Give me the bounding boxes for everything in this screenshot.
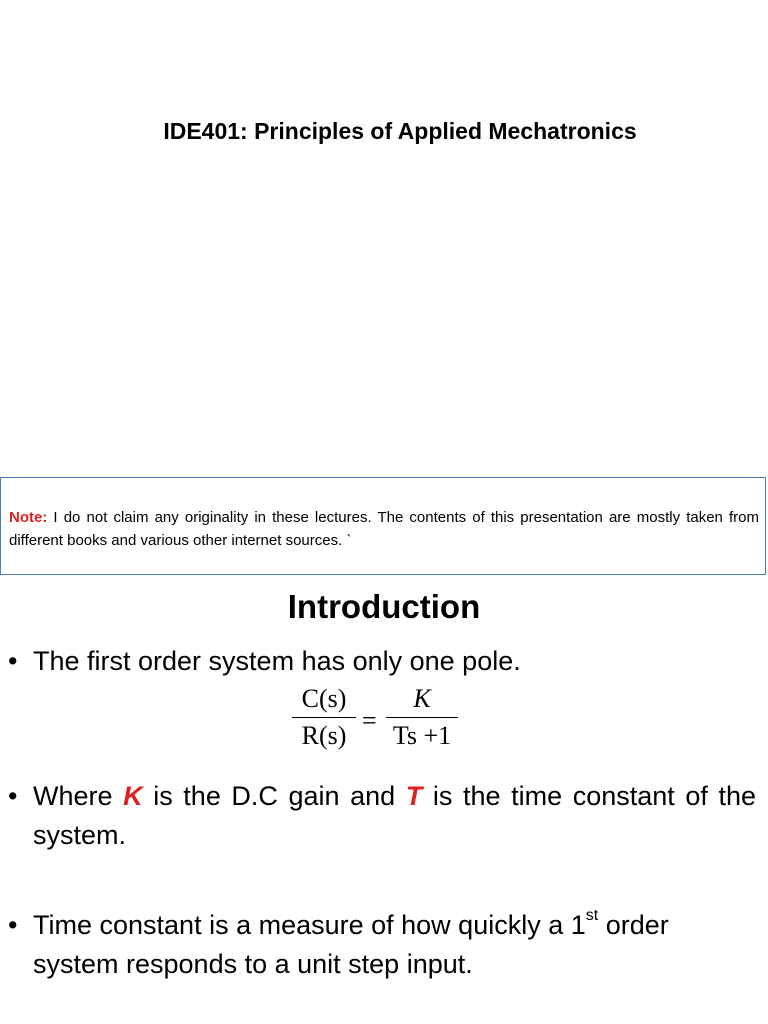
bullet-text [33,777,756,855]
lhs-numerator: C(s) [301,684,347,713]
transfer-function-equation [292,684,472,764]
note-text: I do not claim any originality in these lectures. The contents of this presentation are mostly taken from different books and various other internet sources. ` [9,509,759,549]
bullet-text-part: is the time constant of the system. [33,781,756,850]
rhs-fraction [386,684,458,751]
section-title: Introduction [287,588,481,625]
bullet-dot-icon: • [8,910,18,940]
bullet-text-part: Time constant is a measure of how quickly a 1 [33,910,586,940]
keyword-k: K [123,781,143,811]
superscript-st: st [585,907,599,924]
lhs-fraction [292,684,356,751]
note-box [0,477,766,575]
lhs-fraction-bar [292,717,356,718]
lhs-denominator: R(s) [301,721,347,750]
course-title: IDE401: Principles of Applied Mechatronics [163,118,637,144]
bullet-text-part: is the D.C gain and [142,781,406,811]
equals-sign: = [362,706,377,735]
bullet-first-order-pole [8,642,756,681]
note-label: Note: [9,509,48,526]
rhs-denominator: Ts +1 [392,721,452,750]
bullet-gain-time-constant [8,777,756,855]
bullet-text-part: Where [33,781,124,811]
rhs-numerator: K [413,684,431,713]
bullet-text-part: order system responds to a unit step input. [33,910,669,979]
bullet-text [33,906,756,984]
bullet-time-constant-definition [8,906,756,984]
bullet-text: The first order system has only one pole. [33,646,521,676]
keyword-t: T [405,781,423,811]
bullet-dot-icon: • [8,781,18,811]
bullet-dot-icon: • [8,646,18,676]
rhs-fraction-bar [386,717,458,718]
